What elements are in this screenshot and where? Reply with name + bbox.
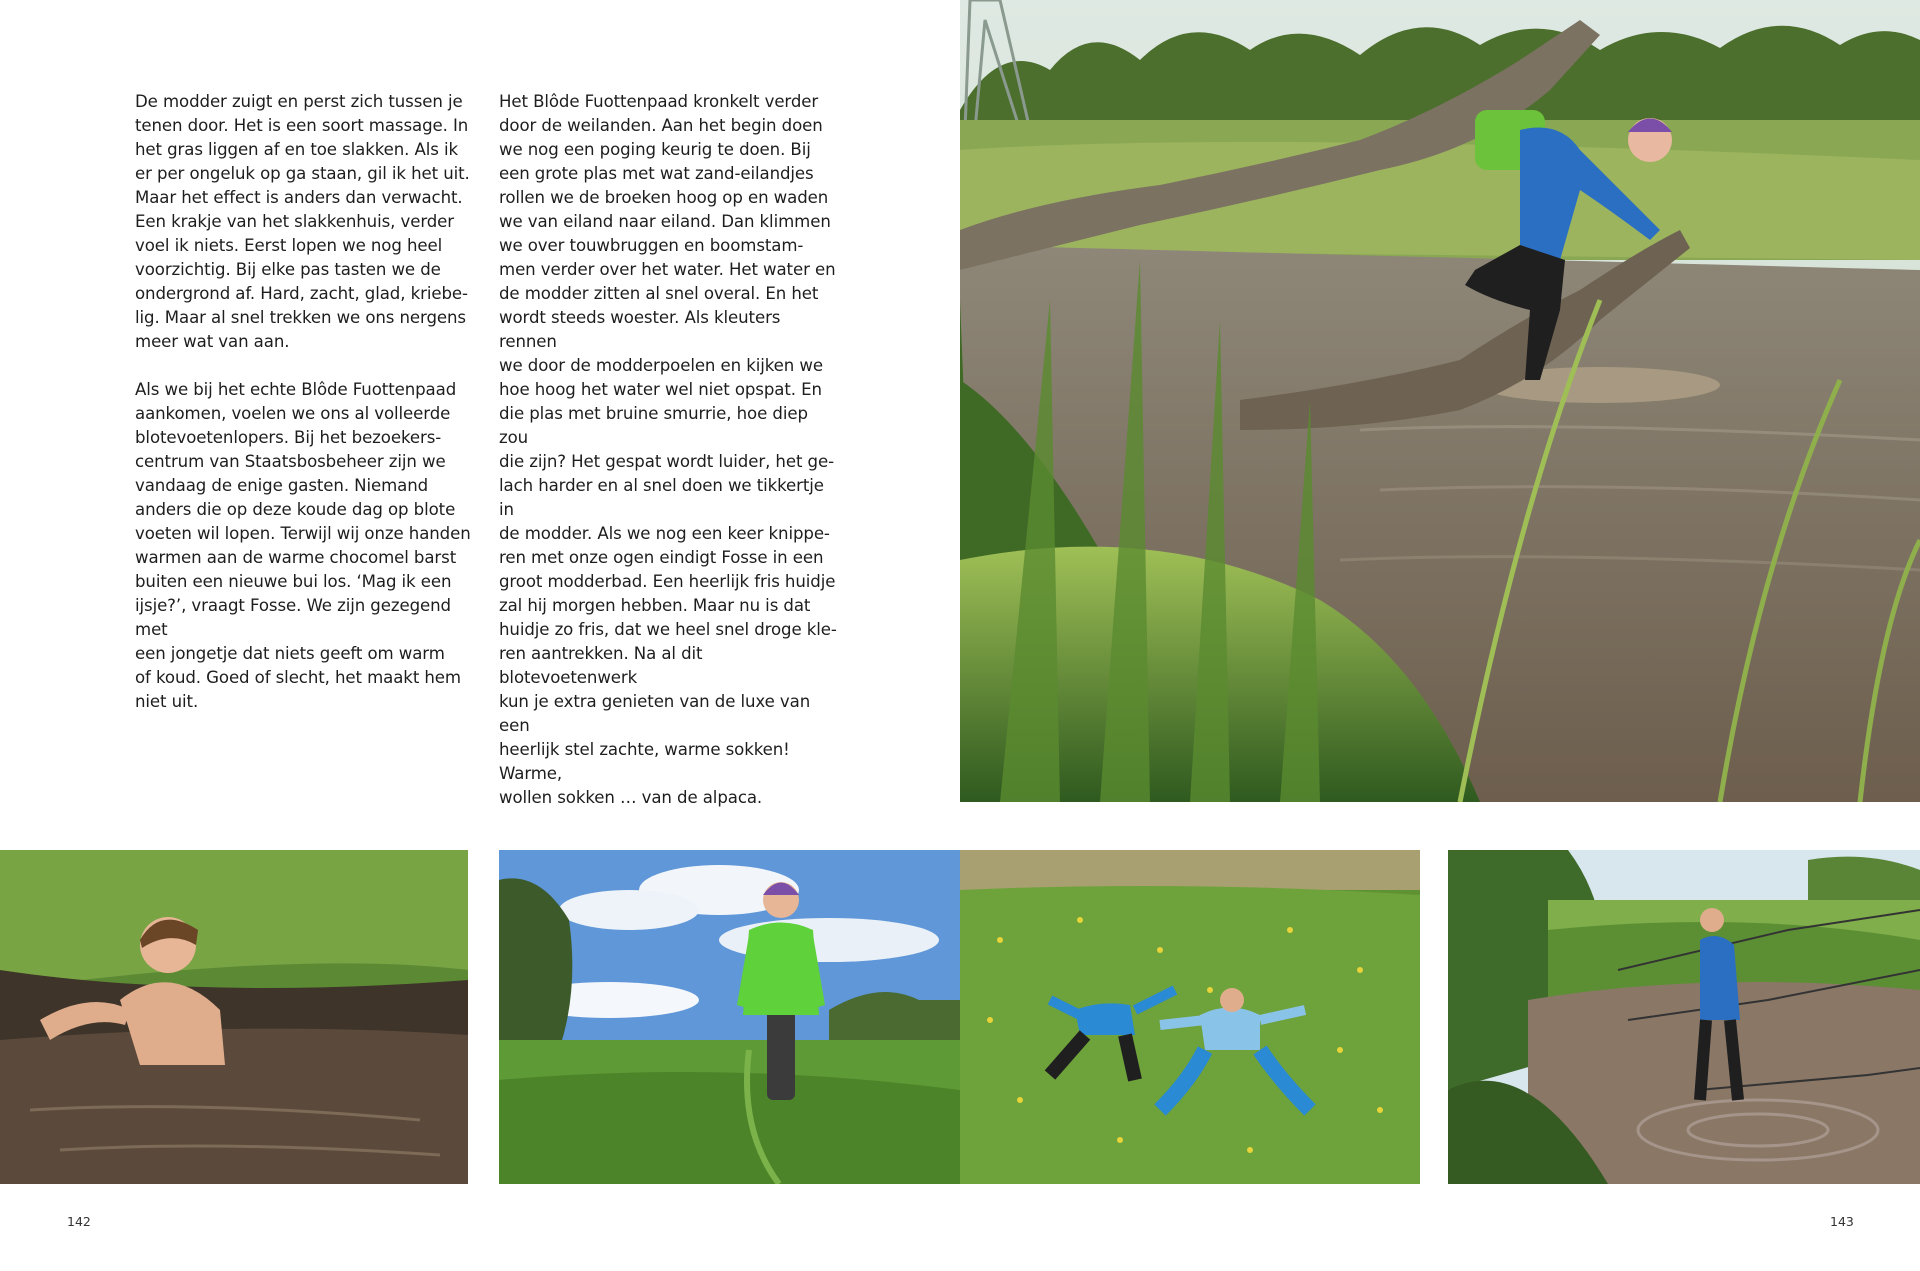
photo-walking-meadow: [499, 850, 960, 1184]
paragraph: Het Blôde Fuottenpaad kronkelt verder door de weilanden. Aan het begin doen we nog een poging keurig te doen. Bij een grote plas met wat zand-eilandjes rollen we de broeken hoog op en waden we van eiland naar eiland. Dan klimmen we over touwbruggen en boomstam- men verder over het water. Het water en de modder zitten al snel overal. En het wordt steeds woester. Als kleuters rennen we door de modderpoelen en kijken we hoe hoog het water wel niet opspat. En die plas met bruine smurrie, hoe diep zou die zijn? Het gespat wordt luider, het ge- lach harder en al snel doen we tikkertje in de modder. Als we nog een keer knippe- ren met onze ogen eindigt Fosse in een groot modderbad. Een heerlijk fris huidje zal hij morgen hebben. Maar nu is dat huidje zo fris, dat we heel snel droge kle- ren aantrekken. Na al dit blotevoetenwerk kun je extra genieten van de luxe van een heerlijk stel zachte, warme sokken! Warme, wollen sokken … van de alpaca.: [499, 92, 837, 807]
paragraph: De modder zuigt en perst zich tussen je tenen door. Het is een soort massage. In het gras liggen af en toe slakken. Als ik er per ongeluk op ga staan, gil ik het uit. Maar het effect is anders dan verwacht. Een krakje van het slakkenhuis, verder voel ik niets. Eerst lopen we nog heel voorzichtig. Bij elke pas tasten we de ondergrond af. Hard, zacht, glad, kriebe- lig. Maar al snel trekken we ons nergens meer wat van aan.: [135, 92, 470, 351]
page-number-right: 143: [1830, 1214, 1854, 1229]
paragraph: Als we bij het echte Blôde Fuottenpaad aankomen, voelen we ons al volleerde blotevoetenlopers. Bij het bezoekers- centrum van Staatsbosbeheer zijn we vandaag de enige gasten. Niemand anders die op deze koude dag op blote voeten wil lopen. Terwijl wij onze handen warmen aan de warme chocomel barst buiten een nieuwe bui los. ‘Mag ik een ijsje?’, vraagt Fosse. We zijn gezegend met een jongetje dat niets geeft om warm of koud. Goed of slecht, het maakt hem niet uit.: [135, 380, 471, 711]
left-text-column: [135, 90, 475, 738]
photo-mud-bath: [0, 850, 468, 1184]
page-number-left: 142: [67, 1214, 91, 1229]
photo-lying-in-grass: [960, 850, 1420, 1184]
photo-tree-crossing: [960, 0, 1920, 802]
photo-rope-bridge: [1448, 850, 1920, 1184]
right-text-column: [499, 90, 839, 834]
